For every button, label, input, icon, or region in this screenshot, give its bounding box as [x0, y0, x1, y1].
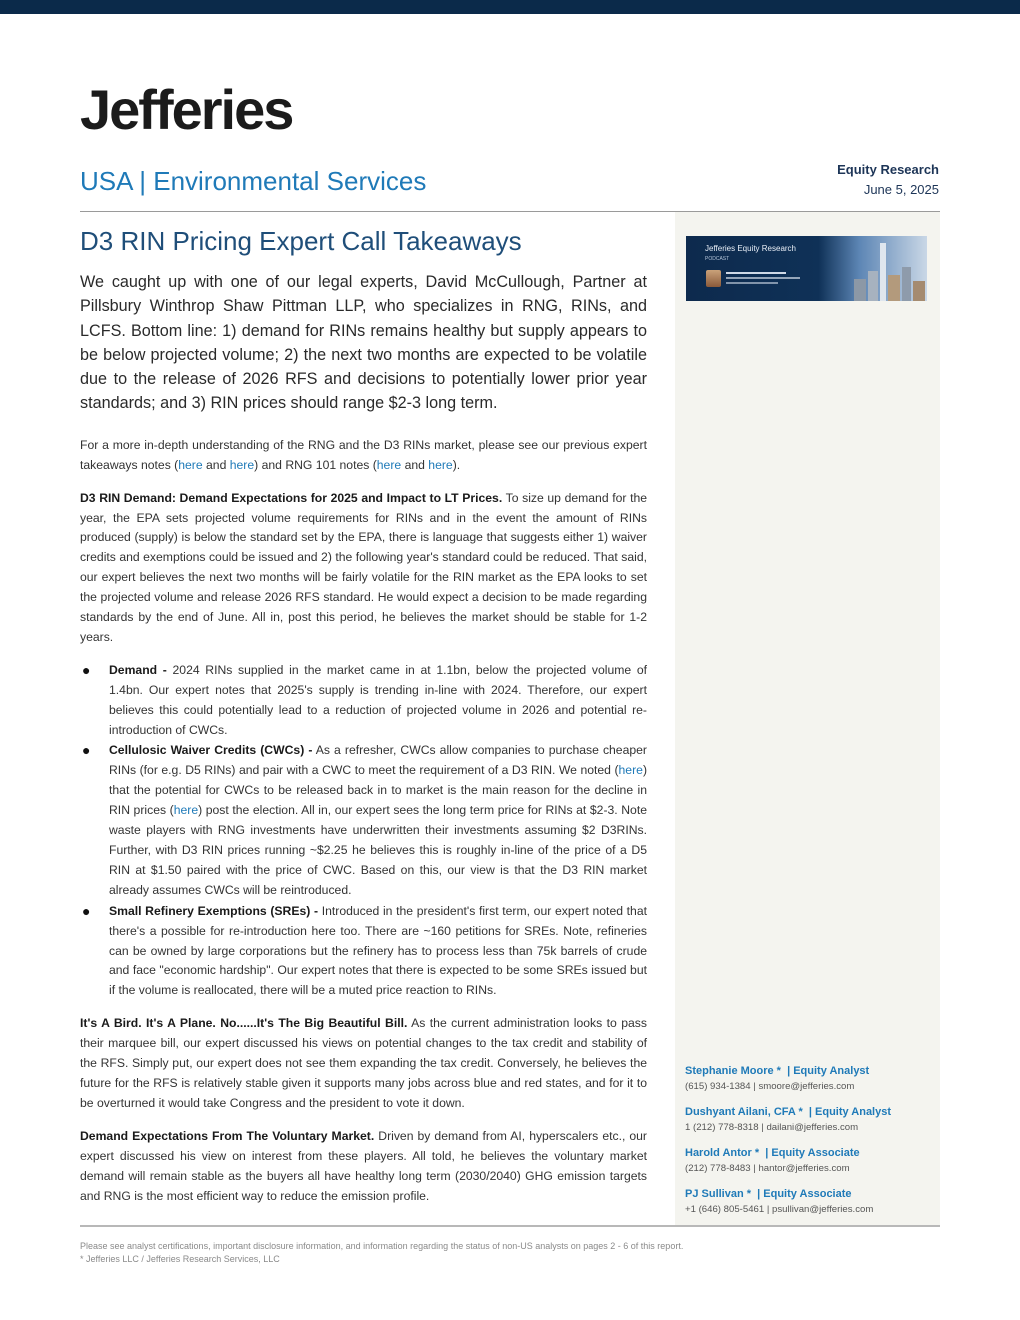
list-item	[80, 902, 647, 1002]
analyst-phone: +1 (646) 805-5461	[685, 1204, 765, 1215]
skyline-building	[902, 267, 911, 301]
analyst-role: Equity Analyst	[793, 1065, 870, 1077]
voluntary-heading: Demand Expectations From The Voluntary Market.	[80, 1128, 375, 1143]
analyst-phone: (212) 778-8483	[685, 1163, 751, 1174]
analyst-role: Equity Associate	[771, 1147, 860, 1159]
bill-body: As the current administration looks to pass their marquee bill, our expert discussed his views on potential changes to the tax credit and stability of the RFS. Simply put, our expert does not see them expanding the tax credit. Conversely, he believes the future for the RFS is relatively stable given it supports many jobs across blue and red states, and for it to be overturned it would take Congress and the president to vote it down.	[80, 1016, 647, 1110]
analyst-name-role: Harold Antor * | Equity Associate	[685, 1147, 860, 1159]
avatar	[706, 270, 721, 287]
analyst-role: Equity Analyst	[815, 1106, 892, 1118]
banner-subtitle: PODCAST	[705, 256, 730, 262]
analyst-email-link[interactable]: dailani@jefferies.com	[766, 1122, 859, 1133]
demand-paragraph	[80, 489, 647, 648]
analyst-email-link[interactable]: hantor@jefferies.com	[758, 1163, 850, 1174]
analyst-card	[685, 1186, 935, 1217]
analyst-phone: 1 (212) 778-8318	[685, 1122, 759, 1133]
report-type: Equity Research	[837, 162, 939, 177]
sector-title: USA | Environmental Services	[80, 166, 427, 196]
analyst-name-role: Dushyant Ailani, CFA * | Equity Analyst	[685, 1106, 892, 1118]
report-title: D3 RIN Pricing Expert Call Takeaways	[80, 226, 522, 256]
analyst-card	[685, 1145, 935, 1176]
jefferies-logo: Jefferies	[80, 78, 293, 141]
footer-divider	[80, 1225, 940, 1227]
bullet-heading: Small Refinery Exemptions (SREs) -	[109, 903, 319, 918]
skyline-building	[880, 243, 886, 301]
footer-disclosure-line: Please see analyst certifications, important disclosure information, and information regarding the status of non-US analysts on pages 2 - 6 of this report.	[80, 1241, 684, 1251]
bullet-text: 2024 RINs supplied in the market came in at 1.1bn, below the projected volume of 1.4bn. Our expert notes that 2025's supply is trending in-line with 2024. Therefore, our expert believes this could potentially lead to a reduction of projected volume in 2026 and potential re-introduction of CWCs.	[109, 662, 647, 737]
analyst-card	[685, 1104, 935, 1135]
analyst-name-role: PJ Sullivan * | Equity Associate	[685, 1188, 852, 1200]
skyline-building	[913, 281, 925, 301]
intro-text: and	[202, 457, 230, 472]
list-item	[80, 661, 647, 741]
banner-text-line	[726, 272, 786, 274]
voluntary-paragraph	[80, 1127, 647, 1207]
intro-text: ) and RNG 101 notes (	[254, 457, 377, 472]
list-item	[80, 741, 647, 900]
bill-heading: It's A Bird. It's A Plane. No......It's The Big Beautiful Bill.	[80, 1016, 408, 1031]
here-link[interactable]: here	[178, 457, 203, 472]
bullet-list	[80, 661, 647, 1001]
analyst-contact: (212) 778-8483 | hantor@jefferies.com	[685, 1163, 850, 1174]
analyst-name: PJ Sullivan *	[685, 1188, 752, 1200]
analyst-phone: (615) 934-1384	[685, 1081, 751, 1092]
bullet-text: ) that the potential for CWCs to be released back in to market is the main reason for the decline in RIN prices (	[109, 763, 647, 818]
skyline-building	[868, 271, 878, 301]
here-link[interactable]: here	[376, 457, 402, 472]
analyst-email-link[interactable]: smoore@jefferies.com	[758, 1081, 855, 1092]
analyst-name: Harold Antor *	[685, 1147, 760, 1159]
analyst-email-link[interactable]: psullivan@jefferies.com	[772, 1204, 874, 1215]
report-meta	[837, 160, 939, 200]
demand-body: To size up demand for the year, the EPA sets projected volume requirements for RINs and in the event the amount of RINs produced (supply) is below the standard set by the EPA, there is language that suggests either 1) waiver credits and exemptions could be issued and 2) the following year's standard could be reduced. That said, our expert believes the next two months will be fairly volatile for the RIN market as the EPA looks to set the projected volume and release 2026 RFS standard. He would expect a decision to be made regarding standards by the end of June. All in, post this period, he believes the market should be stable for 1-2 years.	[80, 490, 648, 644]
analyst-card	[685, 1063, 935, 1094]
footer-disclaimer	[80, 1240, 683, 1265]
bullet-dot-icon: ●	[82, 902, 91, 919]
podcast-banner[interactable]	[686, 236, 927, 301]
analyst-name: Stephanie Moore *	[685, 1065, 781, 1077]
top-brand-bar	[0, 0, 1020, 14]
voluntary-body: Driven by demand from AI, hyperscalers etc., our expert discussed his view on interest from these players. All told, he believes the voluntary market demand will remain stable as the buyers all have healthy long term (2030/2040) GHG emission targets and RNG is the most efficient way to reduce the emission profile.	[80, 1128, 647, 1203]
intro-text: For a more in-depth understanding of the RNG and the D3 RINs market, please see our previous expert takeaways notes (	[80, 437, 647, 472]
banner-title: Jefferies Equity Research	[705, 244, 797, 253]
skyline-building	[854, 279, 866, 301]
footer-entity-line: * Jefferies LLC / Jefferies Research Services, LLC	[80, 1253, 280, 1264]
analyst-list	[685, 1063, 935, 1227]
bullet-text: ) post the election. All in, our expert sees the long term price for RINs at $2-3. Note waste players with RNG investments have underwritten their investments assuming $2 D3RINs. Further, with D3 RIN prices running ~$2.25 he believes this is roughly in-line of the price of a D5 RIN at $1.50 paired with the price of CWC. Based on this, our view is that the D3 RIN market already assumes CWCs will be reintroduced.	[109, 803, 647, 897]
intro-text: and	[401, 457, 429, 472]
banner-text-line	[726, 277, 800, 279]
skyline-building	[888, 275, 900, 301]
here-link[interactable]: here	[618, 763, 643, 778]
here-link[interactable]: here	[428, 457, 453, 472]
here-link[interactable]: here	[173, 803, 199, 818]
main-column	[80, 224, 647, 1219]
banner-text-line	[726, 282, 778, 284]
analyst-contact: (615) 934-1384 | smoore@jefferies.com	[685, 1081, 855, 1092]
analyst-contact: +1 (646) 805-5461 | psullivan@jefferies.com	[685, 1204, 874, 1215]
report-date: June 5, 2025	[863, 182, 939, 197]
analyst-contact: 1 (212) 778-8318 | dailani@jefferies.com	[685, 1122, 859, 1133]
demand-heading: D3 RIN Demand: Demand Expectations for 2025 and Impact to LT Prices.	[80, 490, 503, 505]
intro-paragraph	[80, 436, 647, 476]
bullet-text: Introduced in the president's first term, our expert noted that there's a possible for re-introduction here too. There are ~160 petitions for SREs. Note, refineries can be owned by large corporations but the refinery has to process less than 75k barrels of crude and face "economic hardship". Our expert notes that there is expected to be some SREs issued but if the volume is reallocated, there will be a muted price reaction to RINs.	[109, 903, 647, 998]
bullet-dot-icon: ●	[82, 742, 91, 759]
analyst-role: Equity Associate	[763, 1188, 852, 1200]
bullet-text: As a refresher, CWCs allow companies to purchase cheaper RINs (for e.g. D5 RINs) and pair with a CWC to meet the requirement of a D3 RIN. We noted (	[109, 743, 647, 778]
here-link[interactable]: here	[229, 457, 255, 472]
bullet-dot-icon: ●	[82, 661, 91, 678]
intro-text: ).	[452, 457, 461, 472]
summary-paragraph: We caught up with one of our legal experts, David McCullough, Partner at Pillsbury Winthrop Shaw Pittman LLP, who specializes in RNG, RINs, and LCFS. Bottom line: 1) demand for RINs remains healthy but supply appears to be below projected volume; 2) the next two months are expected to be volatile due to the release of 2026 RFS and decisions to potentially lower prior year standards; and 3) RIN prices should range $2-3 long term.	[80, 273, 647, 413]
bill-paragraph	[80, 1014, 647, 1114]
analyst-name-role: Stephanie Moore * | Equity Analyst	[685, 1065, 870, 1077]
bullet-heading: Demand -	[109, 662, 167, 677]
bullet-heading: Cellulosic Waiver Credits (CWCs) -	[109, 743, 313, 758]
analyst-name: Dushyant Ailani, CFA *	[685, 1106, 803, 1118]
